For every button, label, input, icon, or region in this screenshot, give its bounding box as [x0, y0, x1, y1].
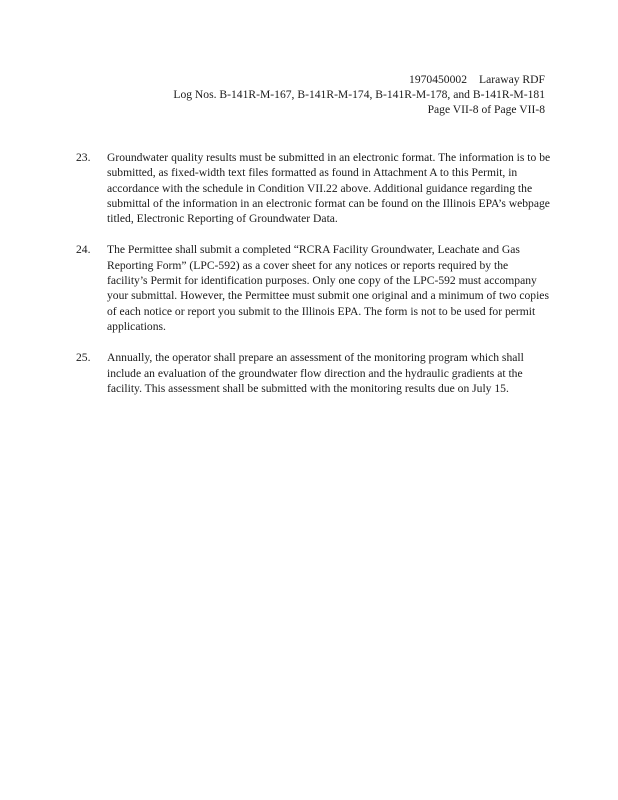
condition-list: [76, 150, 551, 412]
page-header: [173, 72, 545, 117]
condition-item-24: [76, 242, 551, 334]
condition-number: 23.: [76, 151, 91, 164]
condition-item-25: [76, 350, 551, 396]
condition-text: The Permittee shall submit a completed “RCRA Facility Groundwater, Leachate and Gas Reporting Form” (LPC-592) as a cover sheet for any notices or reports required by the facility’s Permit for identification purposes. Only one copy of the LPC-592 must accompany your submittal. However, the Permittee must submit one original and a minimum of two copies of each notice or report you submit to the Illinois EPA. The form is not to be used for permit applications.: [107, 243, 549, 333]
condition-text: Groundwater quality results must be submitted in an electronic format. The information is to be submitted, as fixed-width text files formatted as found in Attachment A to this Permit, in accordance with the schedule in Condition VII.22 above. Additional guidance regarding the submittal of the information in an electronic format can be found on the Illinois EPA’s webpage titled, Electronic Reporting of Groundwater Data.: [107, 151, 551, 226]
log-numbers: Log Nos. B-141R-M-167, B-141R-M-174, B-141R-M-178, and B-141R-M-181: [173, 88, 545, 101]
condition-number: 24.: [76, 243, 91, 257]
condition-item-23: [76, 150, 551, 226]
condition-text: Annually, the operator shall prepare an assessment of the monitoring program which shall include an evaluation of the groundwater flow direction and the hydraulic gradients at the facility. This assessment shall be submitted with the monitoring results due on July 15.: [107, 351, 524, 395]
condition-number: 25.: [76, 351, 91, 365]
facility-name: Laraway RDF: [478, 73, 545, 86]
header-line-1: [173, 72, 545, 87]
page-number: Page VII-8 of Page VII-8: [427, 103, 545, 116]
permit-id: 1970450002: [409, 73, 467, 86]
